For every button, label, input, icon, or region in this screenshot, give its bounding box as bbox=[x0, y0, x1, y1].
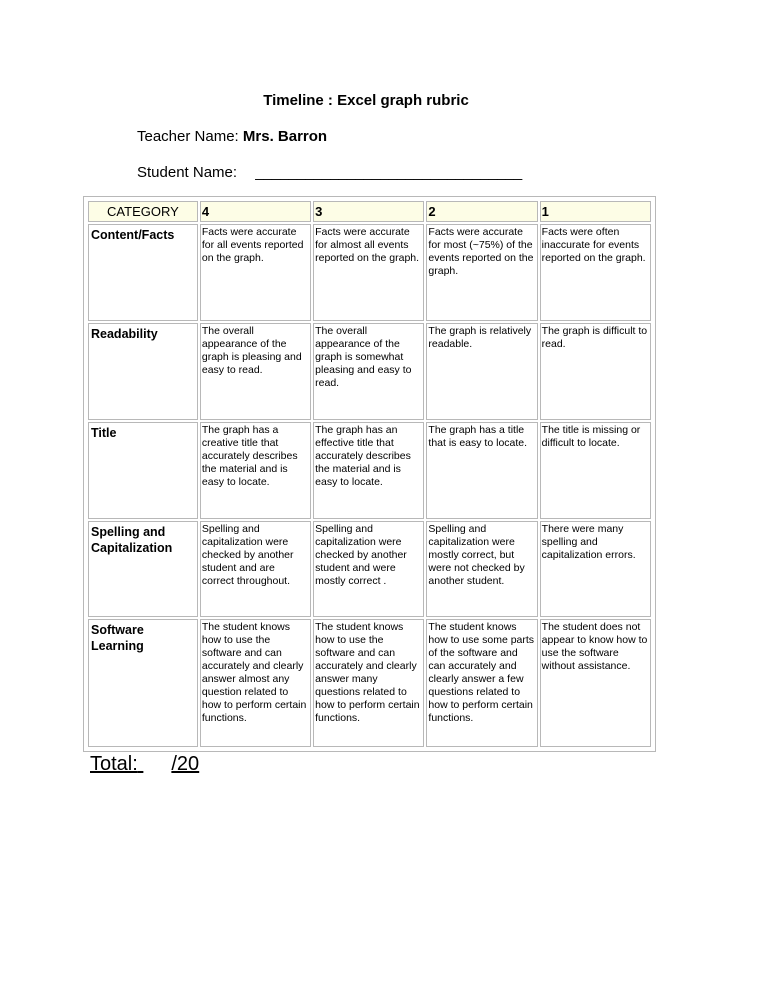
table-cell: The overall appearance of the graph is pleasing and easy to read. bbox=[200, 323, 311, 420]
table-row bbox=[88, 422, 651, 519]
table-cell: Spelling and capitalization were mostly correct, but were not checked by another student. bbox=[426, 521, 537, 617]
total-line bbox=[90, 753, 199, 776]
header-category: CATEGORY bbox=[88, 201, 198, 222]
header-score-2: 2 bbox=[426, 201, 537, 222]
document-title: Timeline : Excel graph rubric bbox=[263, 92, 469, 109]
total-score: /20 bbox=[171, 753, 200, 775]
teacher-name: Mrs. Barron bbox=[242, 128, 328, 145]
student-name-blank: ________________________________ bbox=[255, 164, 523, 181]
table-cell: The title is missing or difficult to locate. bbox=[540, 422, 651, 519]
table-cell: Facts were accurate for all events reported on the graph. bbox=[200, 224, 311, 321]
table-row bbox=[88, 521, 651, 617]
student-label: Student Name: bbox=[137, 164, 238, 181]
table-cell: Facts were accurate for almost all events reported on the graph. bbox=[313, 224, 424, 321]
row-category: Spelling and Capitalization bbox=[88, 521, 198, 617]
table-cell: The student knows how to use the software and can accurately and clearly answer many questions related to how to perform certain functions. bbox=[313, 619, 424, 747]
total-label: Total: bbox=[90, 753, 138, 775]
table-row bbox=[88, 619, 651, 747]
header-score-3: 3 bbox=[313, 201, 424, 222]
table-cell: The student does not appear to know how to use the software without assistance. bbox=[540, 619, 651, 747]
table-cell: Facts were often inaccurate for events reported on the graph. bbox=[540, 224, 651, 321]
table-cell: The graph has a creative title that accurately describes the material and is easy to locate. bbox=[200, 422, 311, 519]
row-category: Title bbox=[88, 422, 198, 519]
row-category: Readability bbox=[88, 323, 198, 420]
table-cell: Facts were accurate for most (~75%) of the events reported on the graph. bbox=[426, 224, 537, 321]
table-cell: The student knows how to use the software and can accurately and clearly answer almost any question related to how to perform certain functions. bbox=[200, 619, 311, 747]
table-cell: There were many spelling and capitalization errors. bbox=[540, 521, 651, 617]
table-cell: Spelling and capitalization were checked by another student and were mostly correct . bbox=[313, 521, 424, 617]
table-row bbox=[88, 323, 651, 420]
table-cell: The graph has an effective title that accurately describes the material and is easy to locate. bbox=[313, 422, 424, 519]
header-score-4: 4 bbox=[200, 201, 311, 222]
table-cell: The graph is difficult to read. bbox=[540, 323, 651, 420]
table-cell: The graph is relatively readable. bbox=[426, 323, 537, 420]
rubric-table bbox=[83, 196, 656, 752]
teacher-line bbox=[137, 128, 327, 145]
table-cell: Spelling and capitalization were checked by another student and are correct throughout. bbox=[200, 521, 311, 617]
teacher-label: Teacher Name: bbox=[137, 128, 239, 145]
header-score-1: 1 bbox=[540, 201, 651, 222]
student-line bbox=[137, 164, 522, 181]
table-header-row bbox=[88, 201, 651, 222]
table-cell: The student knows how to use some parts of the software and can accurately and clearly answer a few questions related to how to perform certain functions. bbox=[426, 619, 537, 747]
table-cell: The overall appearance of the graph is somewhat pleasing and easy to read. bbox=[313, 323, 424, 420]
table-row bbox=[88, 224, 651, 321]
row-category: Content/Facts bbox=[88, 224, 198, 321]
table-cell: The graph has a title that is easy to locate. bbox=[426, 422, 537, 519]
row-category: Software Learning bbox=[88, 619, 198, 747]
